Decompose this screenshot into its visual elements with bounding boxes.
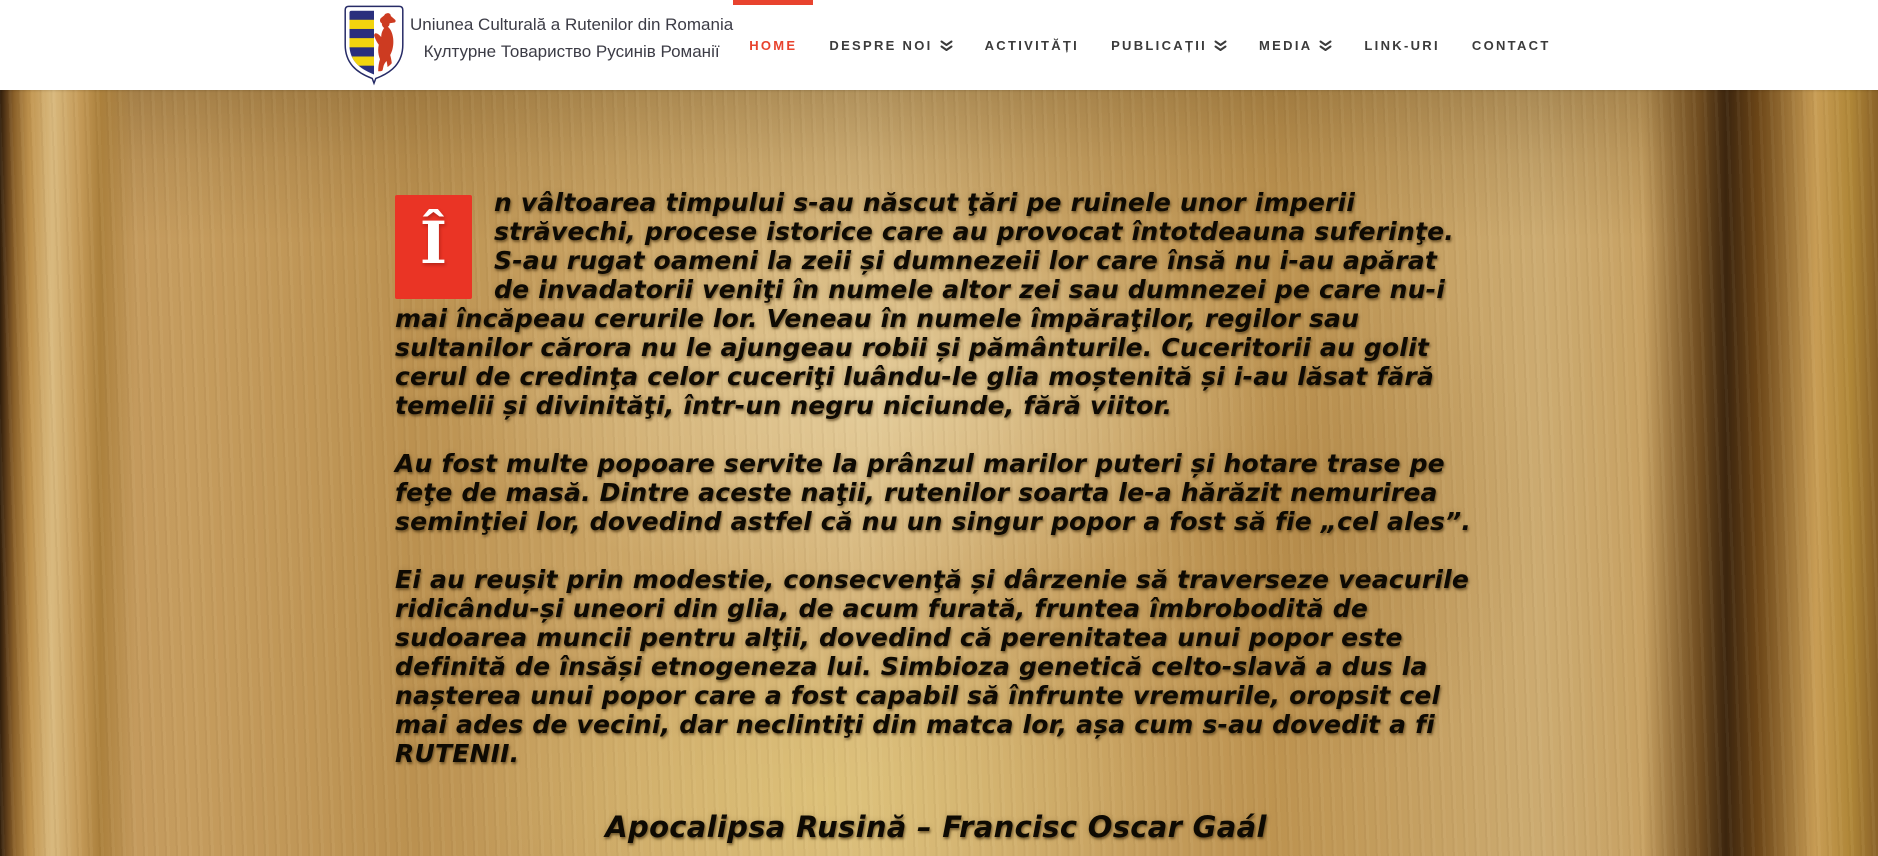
- nav-item-publicatii[interactable]: [1095, 0, 1243, 90]
- paragraph-text: n vâltoarea timpului s-au născut ţări pe ruinele unor imperii străvechi, procese istorice care au provocat întotdeauna suferinţe. S-au rugat oameni la zeii și dumnezeii lor care însă nu i-au apărat de invadatorii veniţi în numele altor zei sau dumnezei pe care nu-i mai încăpeau cerurile lor. Veneau în numele împăraţilor, regilor sau sultanilor cărora nu le ajungeau robii și pământurile. Cuceritorii au golit cerul de credinţa celor cuceriţi luându-le glia moștenită și i-au lăsat fără temelii și divinităţi, într-un negru niciunde, fără viitor.: [395, 188, 1454, 420]
- chevron-double-down-icon: [1319, 40, 1332, 52]
- nav-item-contact[interactable]: [1456, 0, 1567, 90]
- parchment-hero-section: [0, 90, 1878, 856]
- intro-paragraph-3: Ei au reușit prin modestie, consecvenţă și dârzenie să traverseze veacurile ridicându-și uneori din glia, de acum furată, fruntea îmbrobodită de sudoarea muncii pentru alţii, dovedind că perenitatea unui popor este definită de însăși etnogeneza lui. Simbioza genetică celto-slavă a dus la nașterea unui popor care a fost capabil să înfrunte vremurile, oropsit cel mai ades de vecini, dar neclintiţi din matca lor, așa cum s-au dovedit a fi RUTENII.: [395, 565, 1470, 768]
- nav-item-link-uri[interactable]: [1348, 0, 1455, 90]
- nav-label: HOME: [749, 37, 798, 53]
- nav-item-home[interactable]: [733, 0, 813, 90]
- nav-label: LINK-URI: [1364, 37, 1440, 53]
- nav-label: ACTIVITĂȚI: [984, 37, 1080, 53]
- main-nav: [733, 0, 1566, 90]
- brand[interactable]: [344, 0, 733, 90]
- chevron-double-down-icon: [1214, 40, 1227, 52]
- active-tab-indicator: [733, 0, 813, 5]
- chevron-double-down-icon: [940, 40, 953, 52]
- site-title-romanian: Uniunea Culturală a Rutenilor din Romania: [410, 15, 734, 34]
- site-header: [0, 0, 1878, 90]
- dropcap-letter: Î: [395, 195, 472, 299]
- quote-attribution: Apocalipsa Rusină – Francisc Oscar Gaál: [605, 810, 1267, 844]
- nav-item-media[interactable]: [1243, 0, 1348, 90]
- nav-label: PUBLICAȚII: [1111, 37, 1208, 53]
- site-title-cyrillic: Културне Товариство Русинів Романії: [423, 42, 720, 61]
- intro-paragraph-1: [395, 188, 1477, 420]
- nav-item-despre-noi[interactable]: [813, 0, 968, 90]
- nav-label: DESPRE NOI: [829, 37, 933, 53]
- nav-item-activitati[interactable]: [969, 0, 1096, 90]
- intro-paragraph-2: Au fost multe popoare servite la prânzul marilor puteri și hotare trase pe feţe de masă. Dintre aceste naţii, rutenilor soarta le-a hărăzit nemurirea seminţiei lor, dovedind astfel că nu un singur popor a fost să fie „cel ales”.: [395, 449, 1472, 536]
- site-title-block: [410, 5, 733, 65]
- intro-text-block: [395, 188, 1477, 844]
- nav-label: CONTACT: [1471, 37, 1551, 53]
- header-container: [344, 0, 1551, 90]
- coat-of-arms-logo-icon[interactable]: [344, 5, 404, 87]
- nav-label: MEDIA: [1259, 37, 1313, 53]
